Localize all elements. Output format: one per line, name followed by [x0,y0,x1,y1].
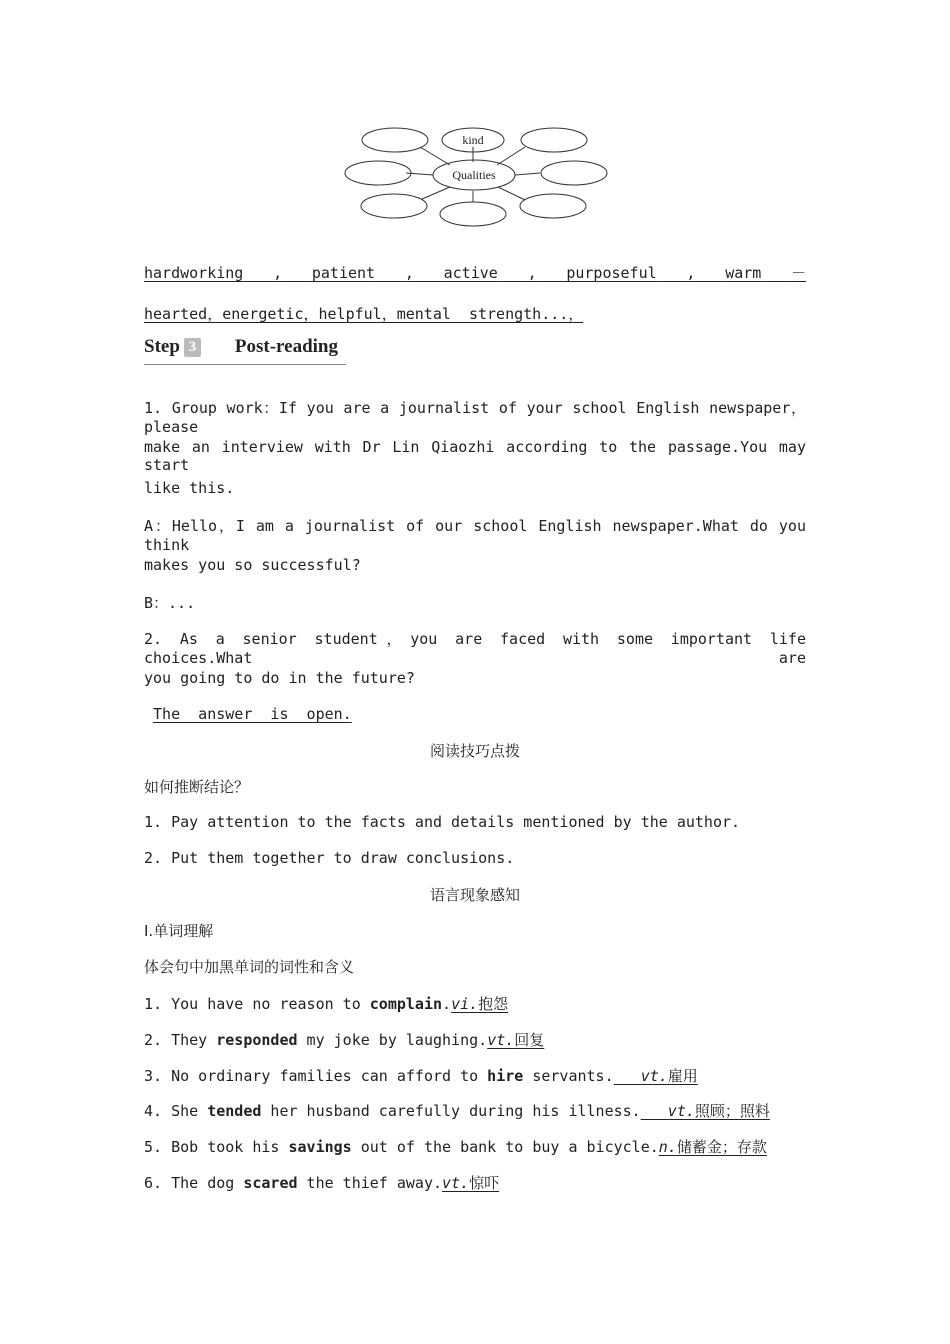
mind-map-center-label: Qualities [452,168,496,182]
lang-section: Ⅰ.单词理解 [144,922,214,940]
step-label: Step [144,336,180,357]
lang-heading: 语言现象感知 [429,886,520,904]
vocab-item-4: 4. She tended her husband carefully during his illness. vt.照顾；照料 [144,1102,770,1120]
oval-bottom-left [361,194,427,218]
step-title: Post-reading [234,336,338,357]
tips-item1: 1. Pay attention to the facts and details mentioned by the author. [144,813,741,831]
qualities-mind-map [340,120,615,232]
q1-line3: like this. [144,479,235,497]
q1-line2: make an interview with Dr Lin Qiaozhi according to the passage.You may start [144,438,806,474]
oval-bottom-center [440,202,506,226]
q2-line2: you going to do in the future? [144,669,415,687]
tips-item2: 2. Put them together to draw conclusions. [144,849,515,867]
qualities-answer-line1: hardworking , patient , active , purposeful , warm － [144,264,807,282]
oval-top-left [362,128,428,152]
dialog-a-line1: A：Hello，I am a journalist of our school English newspaper.What do you think [144,517,806,554]
step-underline [144,364,346,365]
dialog-a-line2: makes you so successful? [144,556,361,574]
dialog-b: B：... [144,594,196,612]
oval-mid-right [541,161,607,185]
oval-mid-left [345,161,411,185]
vocab-item-2: 2. They responded my joke by laughing.vt.回复 [144,1031,545,1049]
vocab-item-3: 3. No ordinary families can afford to hire servants. vt.雇用 [144,1067,698,1085]
vocab-item-6: 6. The dog scared the thief away.vt.惊吓 [144,1174,500,1192]
mind-map-top-label: kind [462,133,484,147]
q1-line1: 1. Group work：If you are a journalist of your school English newspaper，please [144,399,806,436]
tips-question: 如何推断结论？ [144,778,250,796]
oval-bottom-right [520,194,586,218]
qualities-answer-line2: hearted，energetic，helpful，mental strength...， [144,305,584,323]
q2-line1: 2. As a senior student，you are faced with some important life choices.What are [144,630,806,667]
tips-heading: 阅读技巧点拨 [429,742,520,760]
vocab-item-5: 5. Bob took his savings out of the bank to buy a bicycle.n.储蓄金；存款 [144,1138,767,1156]
q2-answer: The answer is open. [153,705,352,723]
vocab-item-1: 1. You have no reason to complain.vi.抱怨 [144,995,509,1013]
step-heading [144,336,338,358]
oval-top-right [521,128,587,152]
step-number-badge: 3 [184,338,201,357]
lang-instruction: 体会句中加黑单词的词性和含义 [144,958,355,976]
